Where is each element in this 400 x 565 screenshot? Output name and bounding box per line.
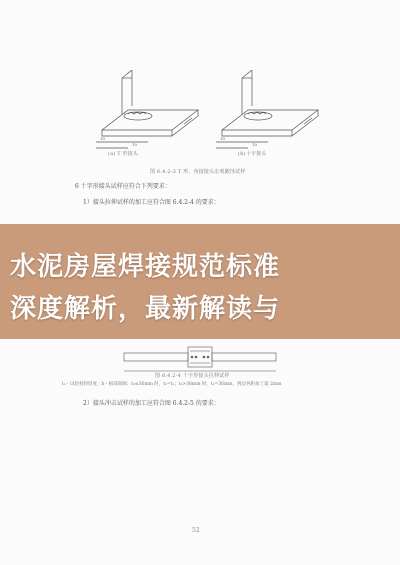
dim-left-1: 10 [100,136,106,141]
title-banner [0,224,400,339]
clause-6-2: 2）接头冲击试样的加工应符合图 6.4.2-5 的要求： [83,400,220,407]
dim-right-1: 10 [220,136,226,141]
figure-label-left: (a) T 形接头 [108,151,139,157]
dim-left-2: 10 [132,142,138,147]
figure-caption-mid: 图 6.4.2-4 十字形接头拉伸试样 [155,373,230,379]
clause-6-1: 1）接头拉伸试样的加工应符合图 6.4.2-4 的要求： [83,199,220,206]
figure-legend: t₁ - 试验材料厚度；b - 根部间隙；t₂≤36mm 时，t₂=t₁；t₂>36mm 时，t₂=36mm，两边各距加工量 2mm [62,382,282,387]
figure-caption-top: 图 6.4.2-3 T 形、角接接头宏观酸蚀试样 [150,169,246,175]
clause-6: 6 十字形接头试样应符合下列要求： [75,183,171,190]
dim-right-2: 10 [252,142,258,147]
figure-label-right: (b)十字接头 [238,151,267,157]
page-number: 52 [192,527,200,534]
banner-line-1: 水泥房屋焊接规范标准 [10,252,281,282]
banner-line-2: 深度解析，最新解读与 [10,294,281,324]
